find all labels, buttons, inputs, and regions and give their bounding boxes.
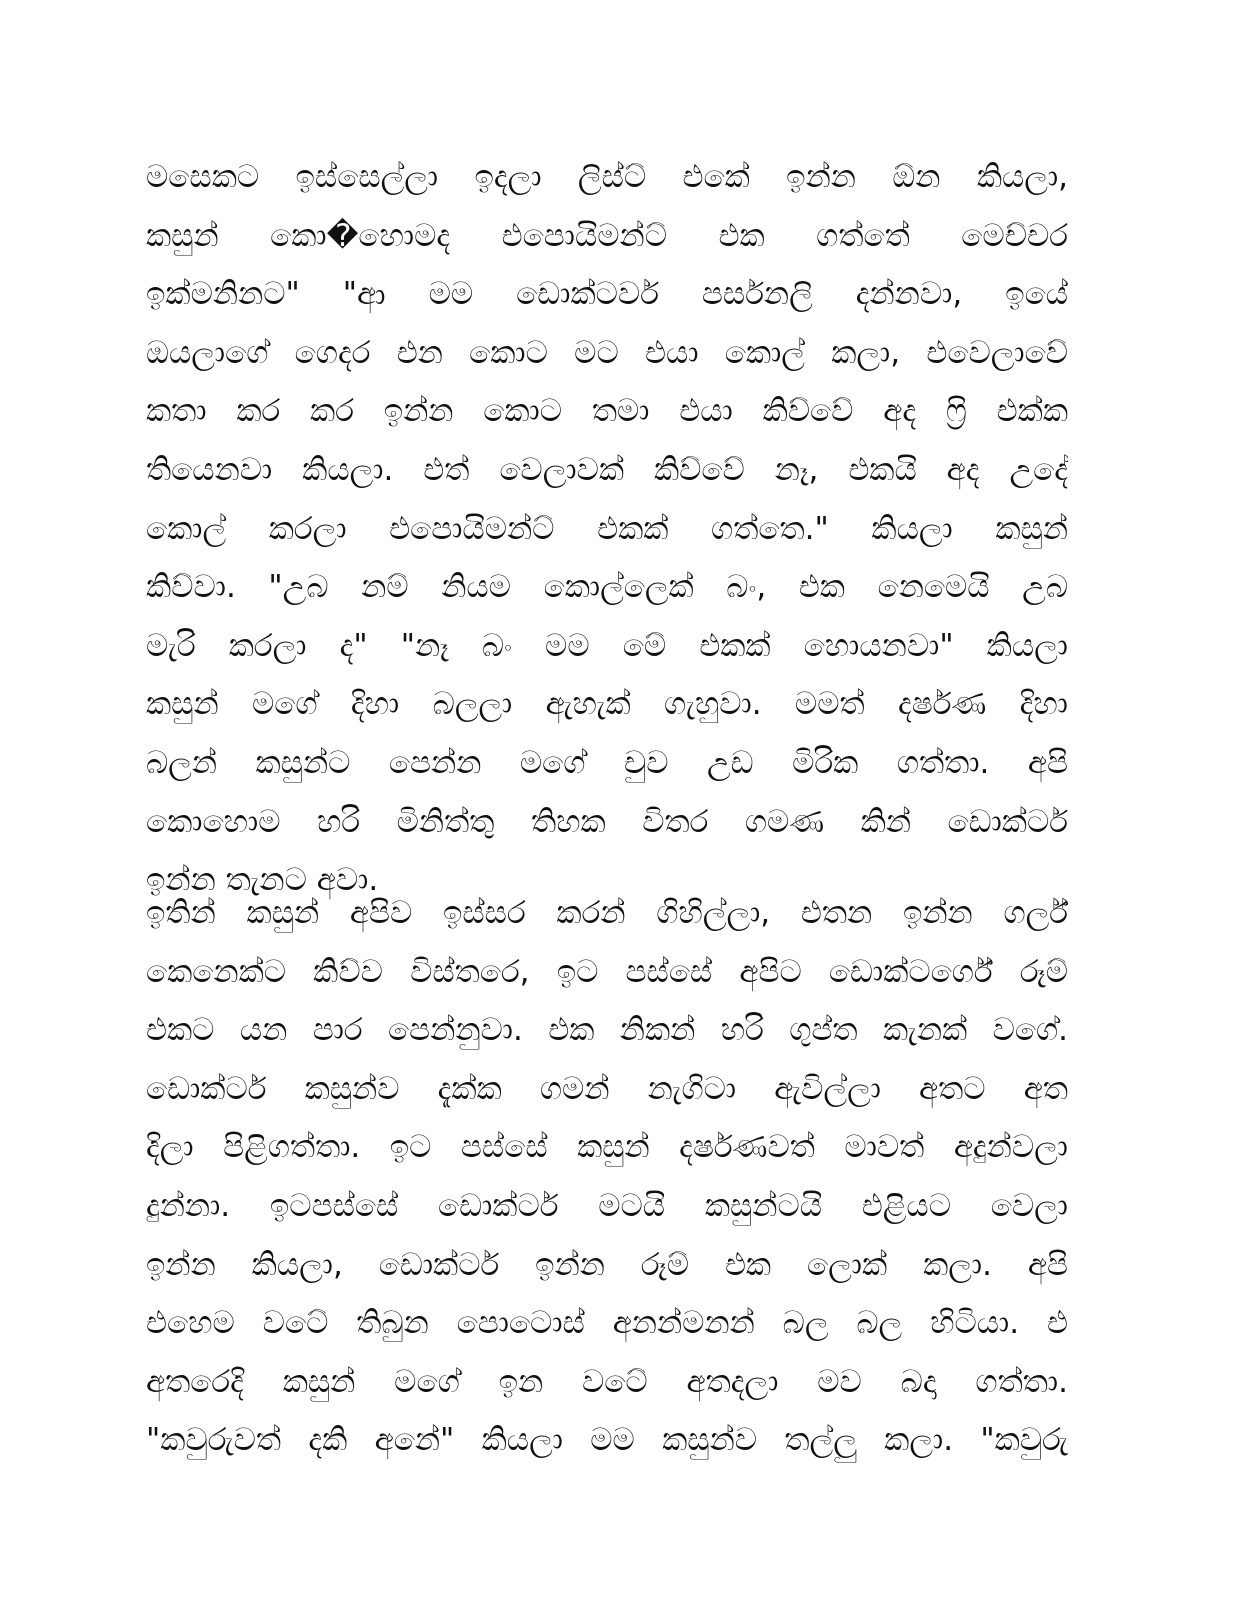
paragraph-line: "කවුරුවත් දකි අනේ" කියලා මම කසුන්ව තල්ලු කලා. "කවුරු [146, 1422, 1068, 1459]
paragraph-line: මසෙකට ඉස්සෙල්ලා ඉදලා ලිස්ට් එකේ ඉන්න ඕන කියලා, [146, 159, 1068, 195]
paragraph-line: ඉන්න කියලා, ඩොක්ටර් ඉන්න රූම් එක ලොක් කලා. අපි [146, 1246, 1068, 1283]
paragraph-line: ඉන්න තැනට අවා. [146, 862, 379, 899]
paragraph-line: අතරෙදි කසුන් මගේ ඉන වටේ අතදලා මව බදා ගත්තා. [146, 1363, 1068, 1400]
paragraph-line: බලන් කසුන්ට පෙන්න මගේ චුව උඩ මිරික ගත්තා. අපි [146, 744, 1068, 781]
paragraph-line: කසුන් කො�හොමද එපොයිමන්ට් එක ගත්තේ මෙච්චර [146, 217, 1068, 254]
paragraph-line: දිලා පිළිගත්තා. ඉට පස්සේ කසුන් දර්ෂණවත් මාවත් අදුන්වලා [146, 1129, 1068, 1166]
paragraph-line: ඉක්මනිනට" "ආ මම ඩොක්ටර්ව පර්සනලි දන්නවා, ඉයේ [146, 276, 1068, 313]
paragraph-line: ඩොක්ටර් කසුන්ව දැක්ක ගමන් නැගිටා ඇවිල්ලා අතට අත [146, 1070, 1068, 1107]
paragraph-line: ඉතින් කසුන් අපිව ඉස්සර කරන් ගිහිල්ලා, එතන ඉන්න ගර්ල් [146, 895, 1068, 931]
paragraph-line: කතා කර කර ඉන්න කොට තමා එයා කිව්වේ අද ෆ්‍රි එක්ක [146, 393, 1068, 430]
paragraph-line: කෙනෙක්ට කිව්ව විස්තරෙ, ඉට පස්සේ අපිට ඩොක්ටර්ගේ රූම් [146, 953, 1068, 990]
paragraph-line: කිව්වා. "උබ නම් නියම කොල්ලෙක් බං, එක නෙමෙයි උබ [146, 569, 1068, 606]
paragraph-line: දුන්නා. ඉටපස්සේ ඩොක්ටර් මටයි කසුන්ටයි එළියට වෙලා [146, 1187, 1068, 1224]
paragraph-line: කොහොම හරි මිනිත්තු තිහක විතර ගමණ කින් ඩොක්ටර් [146, 803, 1068, 840]
paragraph-line: තියෙනවා කියලා. එත් වෙලාවක් කිව්වේ නෑ, එකයි අද උදේ [146, 451, 1068, 488]
paragraph-line: ඔයලාගේ ගෙදර එන කොට මට එයා කොල් කලා, එවෙලාවේ [146, 334, 1068, 371]
paragraph-line: එහෙම වටේ තිබුන පොටොස් අනන්මනන් බල බල හිටියා. එ [146, 1305, 1068, 1342]
paragraph-line: කසුන් මගේ දිහා බලලා ඇහැක් ගැහුවා. මමත් දර්ෂණ දිහා [146, 686, 1068, 723]
paragraph-2 [146, 884, 1068, 1470]
paragraph-line: එකට යන පාර පෙන්නුවා. එක නිකන් හරි ගුප්ත කැනක් වගේ. [146, 1012, 1068, 1049]
paragraph-1 [146, 148, 1068, 910]
paragraph-line: කොල් කරලා එපොයිමන්ට් එකක් ගත්තෙ." කියලා කසුන් [146, 510, 1068, 547]
paragraph-line: මැරි කරලා ද" "නෑ බං මම මේ එකක් හොයනවා" කියලා [146, 627, 1068, 664]
